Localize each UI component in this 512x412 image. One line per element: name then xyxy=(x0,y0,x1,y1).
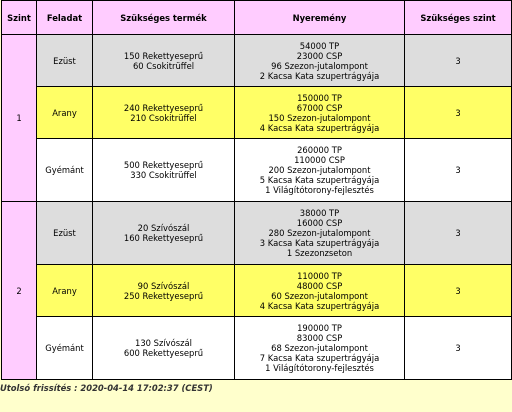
task-cell: Ezüst xyxy=(37,35,93,87)
reward-cell xyxy=(235,317,405,380)
table-row xyxy=(2,265,512,317)
product-line: 150 Rekettyeseprű xyxy=(123,50,204,61)
required-level-cell: 3 xyxy=(405,202,512,265)
required-level-cell: 3 xyxy=(405,139,512,202)
reward-line: 23000 CSP xyxy=(296,50,343,61)
reward-line: 67000 CSP xyxy=(296,102,343,113)
reward-line: 38000 TP xyxy=(299,208,340,218)
reward-line: 280 Szezon-jutalompont xyxy=(268,228,371,238)
product-line: 60 Csokitrüffel xyxy=(132,60,195,71)
required-level-cell: 3 xyxy=(405,35,512,87)
reward-line: 150 Szezon-jutalompont xyxy=(268,112,371,123)
product-cell xyxy=(93,317,235,380)
reward-line: 68 Szezon-jutalompont xyxy=(271,343,368,353)
reward-line: 1 Világítótorony-fejlesztés xyxy=(265,185,374,195)
reward-line: 5 Kacsa Kata szupertrágyája xyxy=(259,175,380,185)
reward-line: 83000 CSP xyxy=(296,333,343,343)
reward-line: 190000 TP xyxy=(297,323,342,333)
product-line: 160 Rekettyeseprű xyxy=(123,233,204,243)
header-level: Szint xyxy=(2,1,37,35)
table-row xyxy=(2,35,512,87)
reward-line: 48000 CSP xyxy=(296,280,343,291)
rewards-table xyxy=(1,0,512,380)
product-line: 250 Rekettyeseprű xyxy=(123,290,204,301)
task-cell: Gyémánt xyxy=(37,139,93,202)
task-cell: Arany xyxy=(37,265,93,317)
reward-line: 260000 TP xyxy=(297,145,342,155)
reward-line: 110000 TP xyxy=(297,270,342,281)
reward-line: 4 Kacsa Kata szupertrágyája xyxy=(259,300,380,311)
reward-line: 60 Szezon-jutalompont xyxy=(271,290,368,301)
task-cell: Arany xyxy=(37,87,93,139)
reward-line: 1 Szezonzseton xyxy=(286,248,353,258)
product-line: 600 Rekettyeseprű xyxy=(123,348,204,358)
reward-line: 150000 TP xyxy=(297,92,342,103)
table-row xyxy=(2,202,512,265)
required-level-cell: 3 xyxy=(405,87,512,139)
reward-cell xyxy=(235,202,405,265)
reward-cell xyxy=(235,35,405,87)
required-level-cell: 3 xyxy=(405,317,512,380)
level-cell-1: 1 xyxy=(2,35,37,202)
last-update-text: Utolsó frissítés : 2020-04-14 17:02:37 (CEST) xyxy=(0,383,213,393)
product-line: 330 Csokitrüffel xyxy=(130,170,197,180)
reward-line: 16000 CSP xyxy=(296,218,343,228)
level-cell-2: 2 xyxy=(2,202,37,380)
reward-line: 1 Világítótorony-fejlesztés xyxy=(265,363,374,373)
reward-cell xyxy=(235,87,405,139)
reward-line: 4 Kacsa Kata szupertrágyája xyxy=(259,122,380,133)
table-row xyxy=(2,317,512,380)
table-header-row xyxy=(2,1,512,35)
product-line: 130 Szívószál xyxy=(135,338,192,348)
header-required-product: Szükséges termék xyxy=(93,1,235,35)
reward-line: 110000 CSP xyxy=(294,155,345,165)
table-row xyxy=(2,139,512,202)
product-cell xyxy=(93,202,235,265)
reward-line: 7 Kacsa Kata szupertrágyája xyxy=(259,353,380,363)
header-required-level: Szükséges szint xyxy=(405,1,512,35)
product-line: 90 Szívószál xyxy=(137,280,190,291)
product-line: 210 Csokitrüffel xyxy=(130,112,197,123)
task-cell: Ezüst xyxy=(37,202,93,265)
reward-line: 54000 TP xyxy=(299,40,340,51)
reward-line: 200 Szezon-jutalompont xyxy=(268,165,371,175)
table-row xyxy=(2,87,512,139)
header-reward: Nyeremény xyxy=(235,1,405,35)
reward-line: 96 Szezon-jutalompont xyxy=(271,60,368,71)
reward-line: 3 Kacsa Kata szupertrágyája xyxy=(259,238,380,248)
product-cell xyxy=(93,35,235,87)
product-cell xyxy=(93,87,235,139)
header-task: Feladat xyxy=(37,1,93,35)
reward-cell xyxy=(235,139,405,202)
reward-cell xyxy=(235,265,405,317)
product-line: 20 Szívószál xyxy=(137,223,190,233)
product-cell xyxy=(93,139,235,202)
reward-line: 2 Kacsa Kata szupertrágyája xyxy=(259,70,380,81)
product-line: 240 Rekettyeseprű xyxy=(123,102,204,113)
task-cell: Gyémánt xyxy=(37,317,93,380)
product-line: 500 Rekettyeseprű xyxy=(123,160,204,170)
required-level-cell: 3 xyxy=(405,265,512,317)
product-cell xyxy=(93,265,235,317)
